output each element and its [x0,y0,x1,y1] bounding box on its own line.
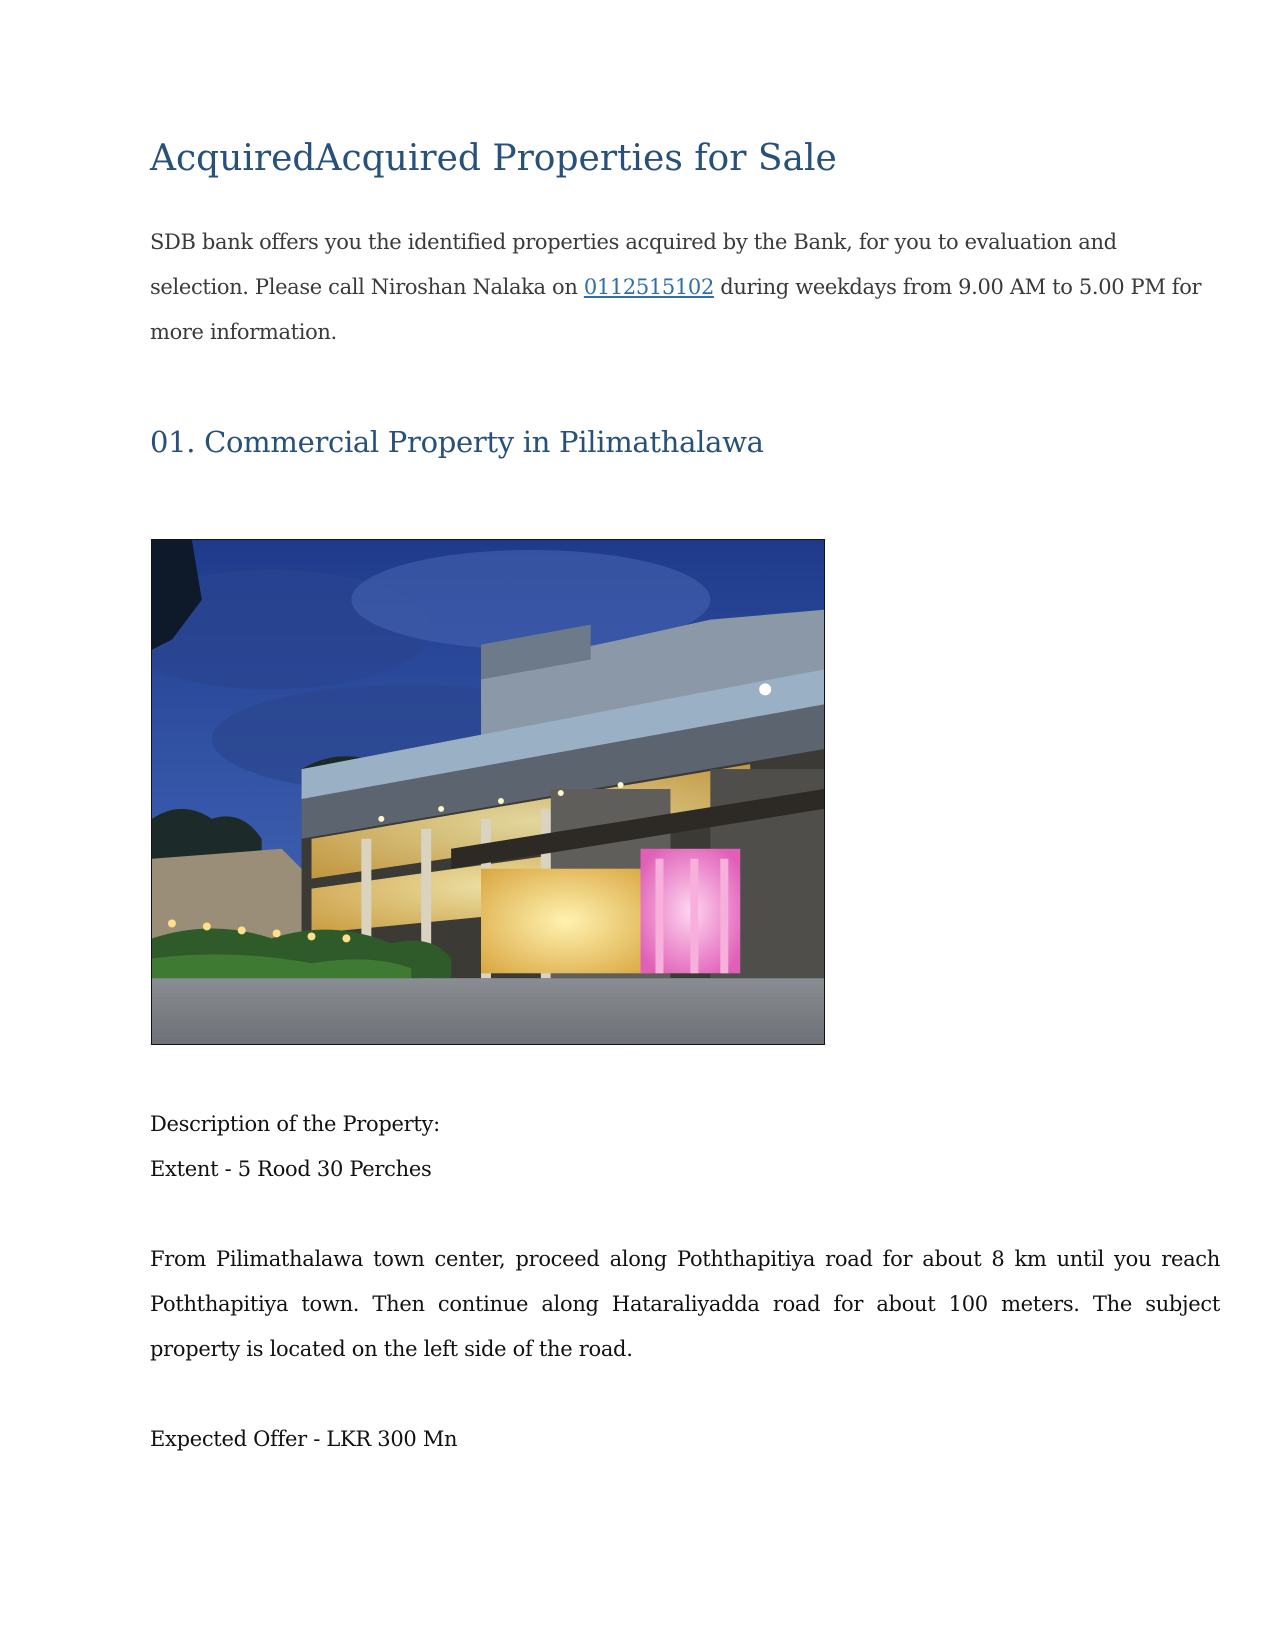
directions-paragraph: From Pilimathalawa town center, proceed along Poththapitiya road for about 8 km until you reach Poththapitiya town. Then continue along Hataraliyadda road for about 100 meters. The subject property is located on the left side of the road. [150,1247,1220,1361]
intro-text-start: SDB bank offers you the identified properties acquired by the Bank, for you to evaluation and selection. Please call Niroshan Nalaka on [150,230,1117,299]
intro-paragraph [150,220,1220,355]
phone-link[interactable]: 0112515102 [583,275,714,299]
extent-text: Extent - 5 Rood 30 Perches [150,1157,432,1181]
property-heading: 01. Commercial Property in Pilimathalawa [150,425,764,459]
description-label: Description of the Property: [150,1112,440,1136]
page-title: AcquiredAcquired Properties for Sale [150,138,837,179]
property-photo [151,539,825,1045]
expected-offer: Expected Offer - LKR 300 Mn [150,1427,458,1451]
property-photo-illustration [152,540,824,1044]
property-details [150,1102,1220,1462]
intro-text-end: during weekdays from 9.00 AM to 5.00 PM for more information. [150,275,1202,344]
